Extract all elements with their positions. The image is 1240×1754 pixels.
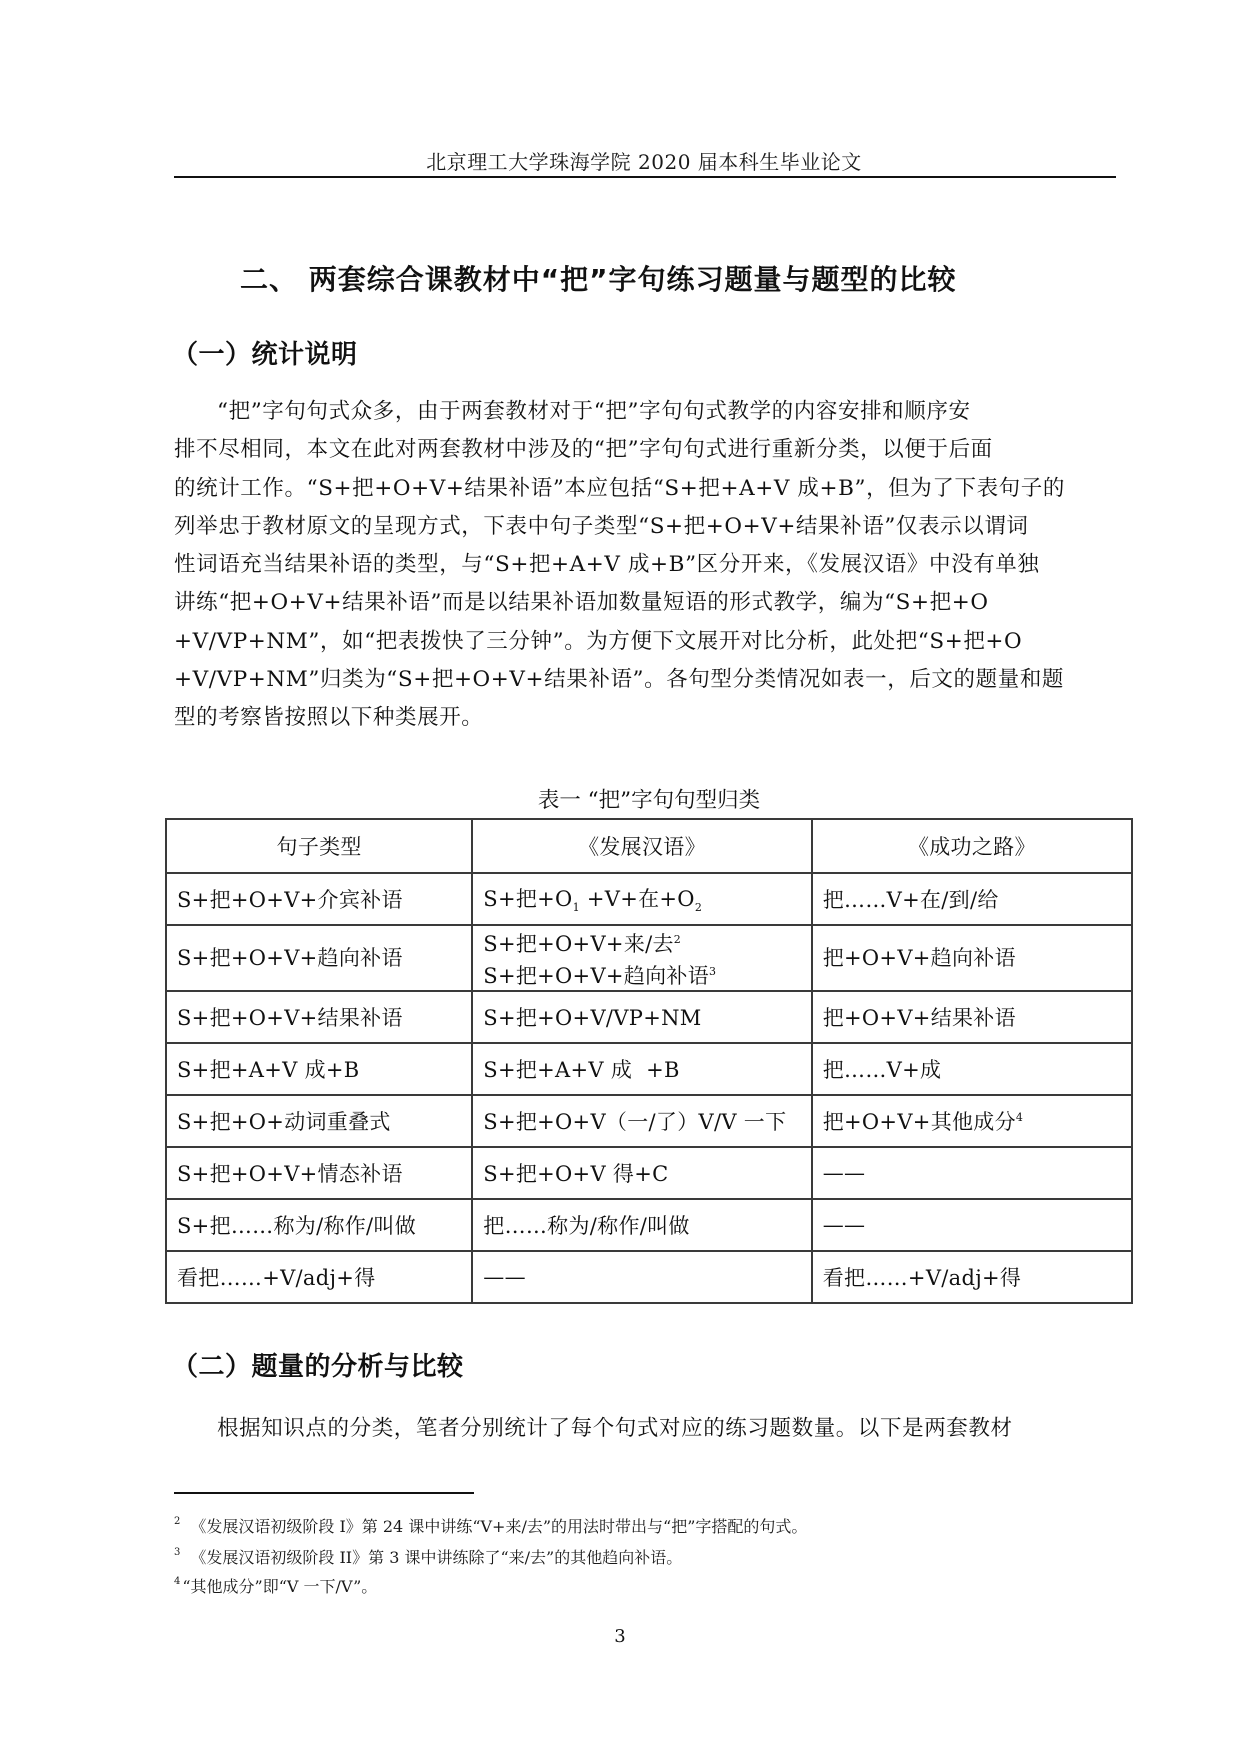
cell-type: S+把+O+V+趋向补语 — [166, 925, 472, 991]
cell-fazhan: —— — [472, 1251, 811, 1303]
cell-type: S+把+O+V+情态补语 — [166, 1147, 472, 1199]
cell-type: S+把+O+动词重叠式 — [166, 1095, 472, 1147]
paragraph-line: 排不尽相同，本文在此对两套教材中涉及的“把”字句句式进行重新分类，以便于后面 — [174, 437, 993, 463]
cell-chenggong: —— — [812, 1199, 1132, 1251]
table-row — [166, 991, 1132, 1043]
paragraph-line: 根据知识点的分类，笔者分别统计了每个句式对应的练习题数量。以下是两套教材 — [217, 1416, 1013, 1441]
cell-type: S+把……称为/称作/叫做 — [166, 1199, 472, 1251]
cell-type: S+把+A+V 成+B — [166, 1043, 472, 1095]
subscript: 1 — [572, 901, 580, 915]
paragraph-line: +V/VP+NM”，如“把表拨快了三分钟”。为方便下文展开对比分析，此处把“S+把+O — [174, 628, 1023, 654]
cell-fazhan: S+把+O+V/VP+NM — [472, 991, 811, 1043]
footnote-text: “其他成分”即“V 一下/V”。 — [182, 1577, 378, 1596]
cell-chenggong: 把……V+成 — [812, 1043, 1132, 1095]
cell-chenggong: 把+O+V+结果补语 — [812, 991, 1132, 1043]
table-header-row — [166, 819, 1132, 873]
running-header: 北京理工大学珠海学院 2020 届本科生毕业论文 — [426, 150, 862, 174]
cell-type: S+把+O+V+结果补语 — [166, 991, 472, 1043]
cell-fazhan: S+把+O+V 得+C — [472, 1147, 811, 1199]
footnote-2 — [174, 1512, 807, 1537]
cell-text: S+把+O — [483, 887, 573, 912]
column-header: 《发展汉语》 — [472, 819, 811, 873]
footnote-separator — [174, 1492, 474, 1494]
section-title-statistics: （一）统计说明 — [172, 340, 358, 370]
footnote-number: 3 — [174, 1547, 181, 1558]
cell-chenggong: 把……V+在/到/给 — [812, 873, 1132, 925]
header-rule — [174, 176, 1116, 178]
cell-text: S+把+O+V+来/去 — [483, 932, 674, 956]
cell-chenggong: —— — [812, 1147, 1132, 1199]
paragraph-line: 讲练“把+O+V+结果补语”而是以结果补语加数量短语的形式教学，编为“S+把+O — [174, 590, 989, 616]
cell-fazhan: 把……称为/称作/叫做 — [472, 1199, 811, 1251]
subscript: 2 — [694, 901, 703, 915]
chapter-title: 二、 两套综合课教材中“把”字句练习题量与题型的比较 — [240, 263, 957, 296]
footnote-number: 2 — [174, 1516, 181, 1527]
paragraph-line: 列举忠于教材原文的呈现方式，下表中句子类型“S+把+O+V+结果补语”仅表示以谓词 — [174, 513, 1029, 539]
body-paragraph-1 — [174, 393, 1116, 738]
column-header: 句子类型 — [166, 819, 472, 873]
cell-type: 看把……+V/adj+得 — [166, 1251, 472, 1303]
page-number: 3 — [614, 1626, 626, 1647]
paragraph-line: “把”字句句式众多，由于两套教材对于“把”字句句式教学的内容安排和顺序安 — [217, 399, 971, 424]
table-row — [166, 1199, 1132, 1251]
paragraph-line: 性词语充当结果补语的类型，与“S+把+A+V 成+B”区分开来，《发展汉语》中没有单独 — [174, 552, 1040, 578]
table-row — [166, 925, 1132, 991]
paragraph-line: 型的考察皆按照以下种类展开。 — [174, 705, 484, 731]
section-title-quantity: （二）题量的分析与比较 — [172, 1352, 464, 1382]
cell-fazhan — [472, 925, 811, 991]
cell-fazhan: S+把+A+V 成 +B — [472, 1043, 811, 1095]
table-caption: 表一 “把”字句句型归类 — [537, 788, 761, 813]
footnote-4 — [174, 1572, 377, 1597]
column-header: 《成功之路》 — [812, 819, 1132, 873]
cell-fazhan: S+把+O+V（一/了）V/V 一下 — [472, 1095, 811, 1147]
paragraph-line: 的统计工作。“S+把+O+V+结果补语”本应包括“S+把+A+V 成+B”，但为了下表句子的 — [174, 475, 1065, 501]
paragraph-line: +V/VP+NM”归类为“S+把+O+V+结果补语”。各句型分类情况如表一，后文的题量和题 — [174, 667, 1065, 693]
cell-text: S+把+O+V+趋向补语 — [483, 964, 710, 988]
footnote-ref-3[interactable]: 3 — [709, 965, 717, 978]
cell-chenggong: 看把……+V/adj+得 — [812, 1251, 1132, 1303]
body-paragraph-2 — [174, 1410, 1116, 1448]
footnote-3 — [174, 1543, 682, 1568]
cell-text: +V+在+O — [579, 887, 695, 912]
footnote-text: 《发展汉语初级阶段 I》第 24 课中讲练“V+来/去”的用法时带出与“把”字搭配的句式。 — [190, 1517, 808, 1536]
cell-chenggong: 把+O+V+趋向补语 — [812, 925, 1132, 991]
footnote-number: 4 — [174, 1576, 181, 1587]
table-row — [166, 1095, 1132, 1147]
table-row — [166, 1043, 1132, 1095]
cell-text: 把+O+V+其他成分 — [822, 1110, 1016, 1134]
cell-chenggong — [812, 1095, 1132, 1147]
sentence-pattern-table — [165, 818, 1133, 1304]
table-row — [166, 1251, 1132, 1303]
table-row — [166, 873, 1132, 925]
table-row — [166, 1147, 1132, 1199]
footnote-ref-4[interactable]: 4 — [1015, 1111, 1024, 1124]
cell-fazhan — [472, 873, 811, 925]
cell-type: S+把+O+V+介宾补语 — [166, 873, 472, 925]
footnote-text: 《发展汉语初级阶段 II》第 3 课中讲练除了“来/去”的其他趋向补语。 — [190, 1548, 683, 1567]
footnote-ref-2[interactable]: 2 — [673, 933, 682, 946]
